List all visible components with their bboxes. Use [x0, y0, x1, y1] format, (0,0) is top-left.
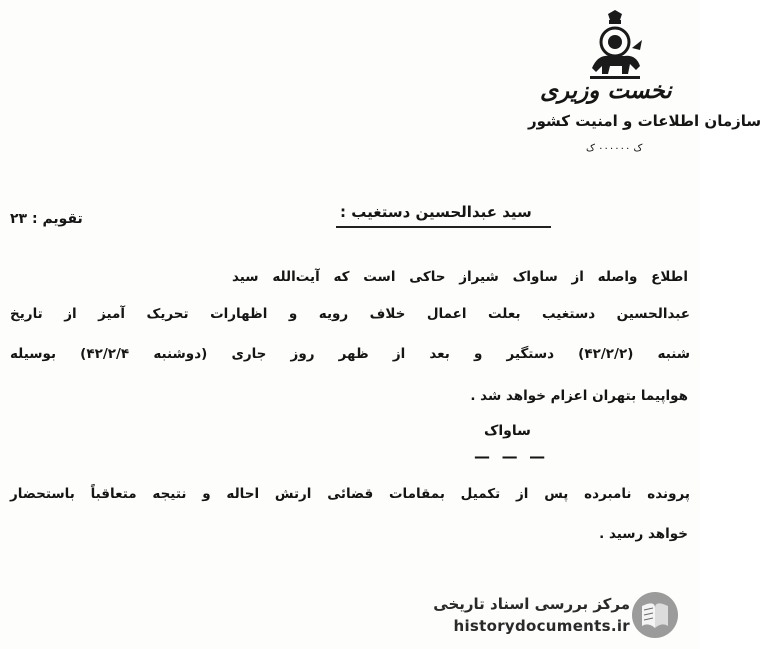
watermark-url: historydocuments.ir [453, 617, 630, 635]
subject-heading: سید عبدالحسین دستغیب : [340, 203, 532, 221]
note-line-2: خواهد رسید . [599, 526, 688, 542]
date-line: تقویم : ۲۳ [10, 211, 83, 227]
body-line-4: هواپیما بتهران اعزام خواهد شد . [470, 388, 688, 404]
reference-number: ک ۰۰۰۰۰۰ ک [586, 143, 643, 154]
signature-savak: ساواک [484, 423, 531, 439]
subject-underline [336, 226, 551, 228]
body-line-3: شنبه (۴۲/۲/۲) دستگیر و بعد از ظهر روز جاری (دوشنبه ۴۲/۲/۴) بوسیله [10, 346, 690, 362]
signature-dashes: — — — [474, 447, 549, 466]
body-line-1: اطلاع واصله از ساواک شیراز حاکی است که آیت‌الله سید [232, 269, 688, 285]
body-line-2: عبدالحسین دستغیب بعلت اعمال خلاف رویه و اظهارات تحریک آمیز از تاریخ [10, 306, 690, 322]
watermark-title: مرکز بررسی اسناد تاریخی [433, 595, 630, 613]
note-line-1: پرونده نامبرده پس از تکمیل بمقامات قضائی ارتش احاله و نتیجه متعاقباً باستحضار [10, 486, 690, 502]
lion-and-sun-emblem-icon [584, 10, 646, 86]
ministry-title: نخست وزیری [540, 78, 672, 104]
book-logo-icon [630, 590, 680, 640]
organization-title: سازمان اطلاعات و امنیت کشور [528, 112, 761, 130]
